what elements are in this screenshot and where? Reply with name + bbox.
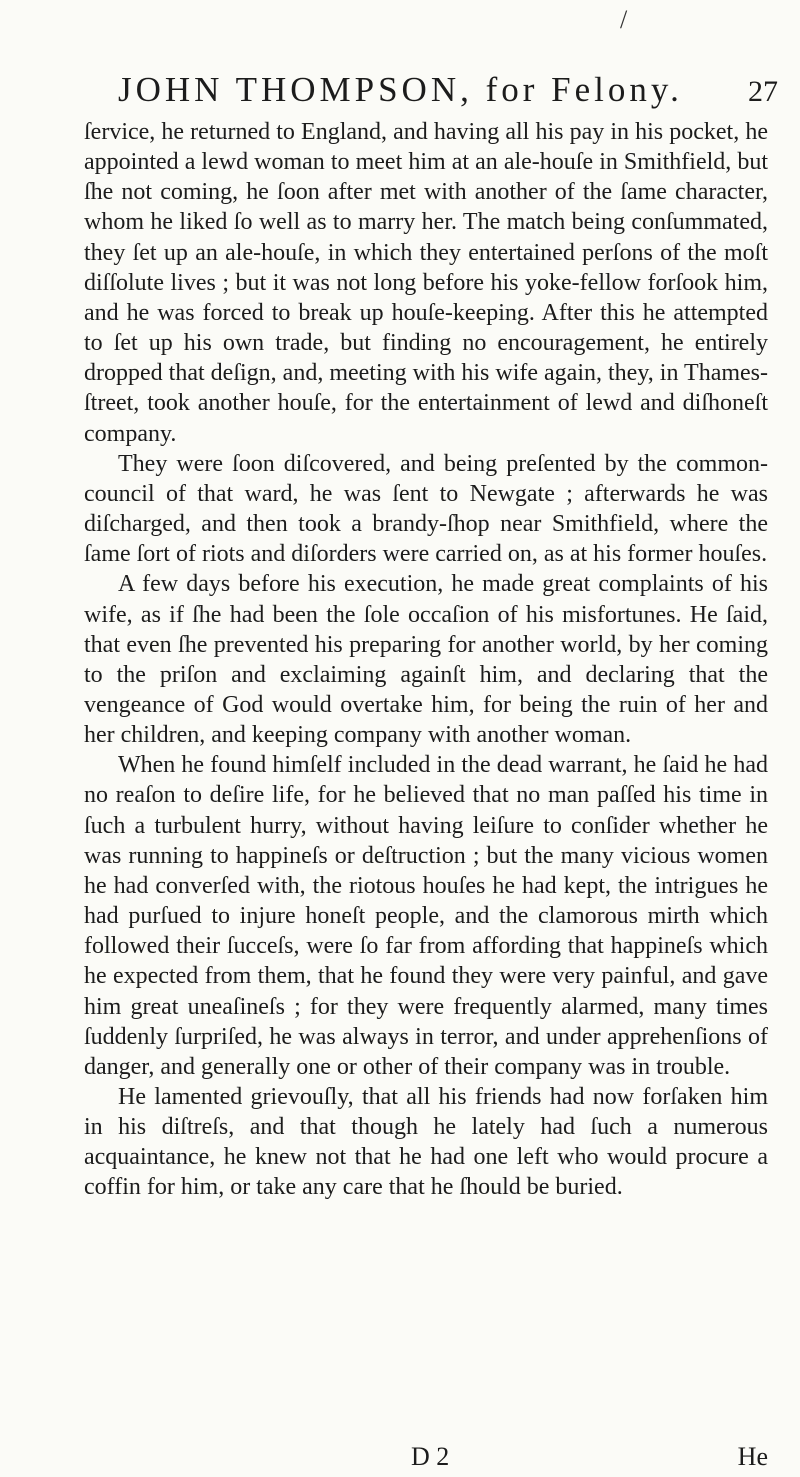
paragraph: A few days before his execution, he made great complaints of his wife, as if ſhe had been the ſole occaſion of his misfortunes. He ſaid, that even ſhe prevented his preparing for another world, by her coming to the priſon and exclaiming againſt him, and declaring that the vengeance of God would overtake him, for being the ruin of her and her children, and keeping company with another woman. bbox=[84, 571, 768, 749]
paragraph: He lamented grievouſly, that all his friends had now forſaken him in his diſtreſs, and that though he lately had ſuch a numerous acquaintance, he knew not that he had one left who would procure a coffin for him, or take any care that he ſhould be buried. bbox=[84, 1084, 768, 1201]
running-head: JOHN THOMPSON, for Felony. bbox=[118, 70, 683, 109]
paragraph: When he found himſelf included in the dead warrant, he ſaid he had no reaſon to deſire life, for he believed that no man paſſed his time in ſuch a turbulent hurry, without having leiſure to conſider whether he was running to happineſs or deſtruction ; but the many vicious women he had converſed with, the riotous houſes he had kept, the intrigues he had purſued to injure honeſt people, and the clamorous mirth which followed their ſucceſs, were ſo far from affording that happineſs which he expected from them, that he found they were very painful, and gave him great uneaſineſs ; for they were frequently alarmed, many times ſuddenly ſurpriſed, he was always in terror, and under apprehenſions of danger, and generally one or other of their company was in trouble. bbox=[84, 752, 768, 1080]
stray-mark: / bbox=[620, 5, 628, 34]
body-text bbox=[84, 117, 768, 1203]
page-footer bbox=[84, 1440, 768, 1474]
signature-mark: D 2 bbox=[411, 1442, 450, 1471]
paragraph: They were ſoon diſcovered, and being preſented by the common-council of that ward, he was ſent to Newgate ; afterwards he was diſcharged, and then took a brandy-ſhop near Smithfield, where the ſame ſort of riots and diſorders were carried on, as at his former houſes. bbox=[84, 450, 768, 568]
catchword: He bbox=[737, 1442, 768, 1471]
page-header bbox=[118, 68, 778, 112]
paragraph: ſervice, he returned to England, and having all his pay in his pocket, he appointed a lewd woman to meet him at an ale-houſe in Smithfield, but ſhe not coming, he ſoon after met with another of the ſame character, whom he liked ſo well as to marry her. The match being conſummated, they ſet up an ale-houſe, in which they entertained perſons of the moſt diſſolute lives ; but it was not long before his yoke-fellow forſook him, and he was forced to break up houſe-keeping. After this he attempted to ſet up his own trade, but finding no encouragement, he entirely dropped that deſign, and, meeting with his wife again, they, in Thames-ſtreet, took another houſe, for the entertainment of lewd and diſhoneſt company. bbox=[84, 119, 768, 447]
page-number: 27 bbox=[748, 75, 778, 108]
